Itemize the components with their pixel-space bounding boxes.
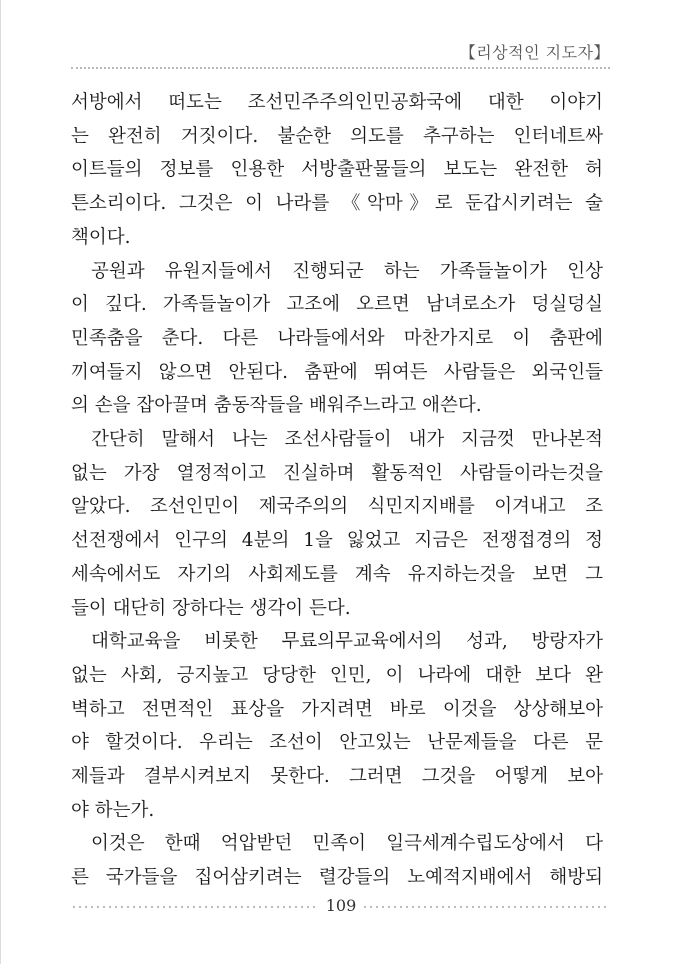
header-divider [71,67,610,69]
text-line: 민족춤을 춘다. 다른 나라들에서와 마찬가지로 이 춤판에 [71,327,603,349]
text-line: 대학교육을 비롯한 무료의무교육에서의 성과, 방랑자가 [91,631,603,653]
text-line: 튼소리이다. 그것은 이 나라를 《악마》로 둔갑시키려는 술 [71,193,603,215]
text-line: 야 하는가. [71,799,155,821]
text-line: 공원과 유원지들에서 진행되군 하는 가족들놀이가 인상 [91,260,603,282]
text-line: 야 할것이다. 우리는 조선이 안고있는 난문제들을 다른 문 [71,732,603,754]
text-line: 선전쟁에서 인구의 4분의 1을 잃었고 지금은 전쟁접경의 정 [71,530,603,552]
page-number: 109 [325,896,357,915]
text-line: 이 깊다. 가족들놀이가 고조에 오르면 남녀로소가 덩실덩실 [71,294,603,316]
text-line: 벽하고 전면적인 표상을 가지려면 바로 이것을 상상해보아 [71,698,603,720]
text-line: 없는 사회, 긍지높고 당당한 인민, 이 나라에 대한 보다 완 [71,664,603,686]
text-line: 서방에서 떠도는 조선민주주의인민공화국에 대한 이야기 [71,92,603,113]
text-line: 제들과 결부시켜보지 못한다. 그러면 그것을 어떻게 보아 [71,766,603,788]
text-line: 없는 가장 열정적이고 진실하며 활동적인 사람들이라는것을 [71,462,603,484]
body-text [71,86,603,895]
footer-divider-right [362,904,610,910]
text-line: 알았다. 조선인민이 제국주의의 식민지지배를 이겨내고 조 [71,496,603,518]
text-line: 의 손을 잡아끌며 춤동작들을 배워주느라고 애쓴다. [71,395,482,417]
text-line: 는 완전히 거짓이다. 불순한 의도를 추구하는 인터네트싸 [71,125,603,147]
text-line: 세속에서도 자기의 사회제도를 계속 유지하는것을 보면 그 [71,563,603,585]
text-line: 간단히 말해서 나는 조선사람들이 내가 지금껏 만나본적 [91,429,603,451]
text-line: 책이다. [71,226,131,248]
text-line: 끼여들지 않으면 안된다. 춤판에 뛰여든 사람들은 외국인들 [71,361,603,383]
running-header: 【리상적인 지도자】 [459,43,610,62]
text-line: 이것은 한때 억압받던 민족이 일극세계수립도상에서 다 [91,833,603,855]
text-line: 이트들의 정보를 인용한 서방출판물들의 보도는 완전한 허 [71,159,603,181]
text-line: 들이 대단히 장하다는 생각이 든다. [71,597,351,619]
text-line: 른 국가들을 집어삼키려는 렬강들의 노예적지배에서 해방되 [71,867,603,889]
